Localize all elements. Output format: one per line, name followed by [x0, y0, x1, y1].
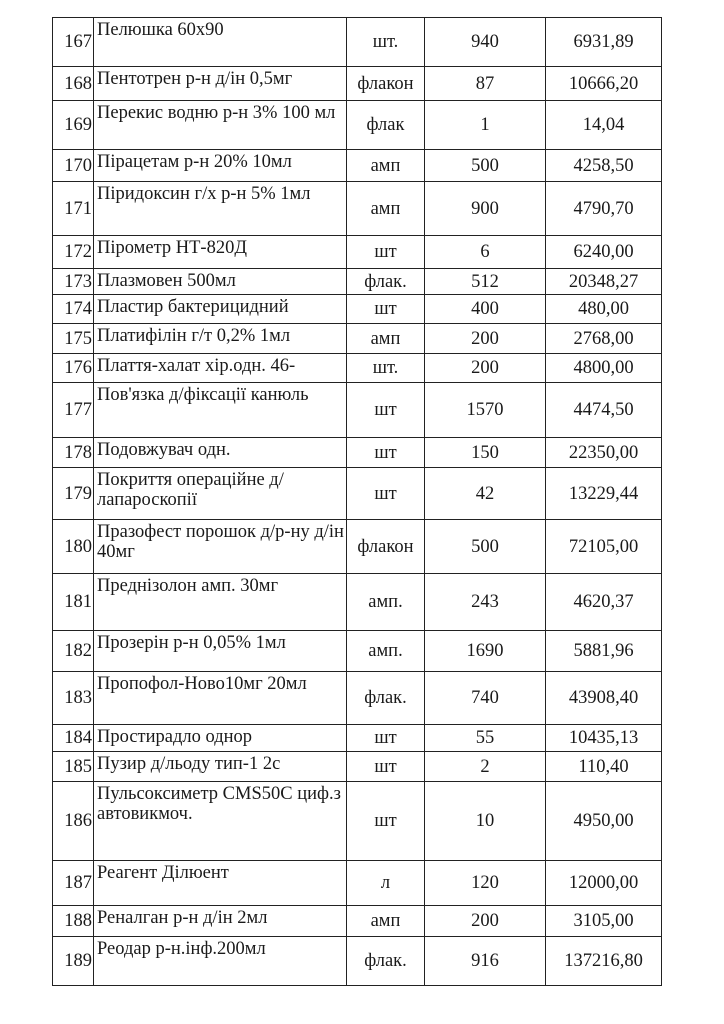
table-row	[53, 182, 662, 236]
item-unit: амп	[347, 182, 425, 236]
item-unit: шт	[347, 468, 425, 520]
item-quantity: 87	[425, 67, 546, 101]
item-sum: 4258,50	[546, 150, 662, 182]
item-unit: шт	[347, 236, 425, 269]
item-sum: 3105,00	[546, 906, 662, 937]
item-name: Платифілін г/т 0,2% 1мл	[94, 324, 347, 354]
table-row	[53, 324, 662, 354]
item-name: Пірацетам р-н 20% 10мл	[94, 150, 347, 182]
table-row	[53, 574, 662, 631]
item-quantity: 200	[425, 906, 546, 937]
item-quantity: 500	[425, 520, 546, 574]
row-number: 179	[53, 468, 94, 520]
item-unit: флакон	[347, 520, 425, 574]
item-sum: 137216,80	[546, 937, 662, 986]
item-sum: 5881,96	[546, 631, 662, 672]
item-unit: шт.	[347, 354, 425, 383]
item-quantity: 900	[425, 182, 546, 236]
item-name: Реодар р-н.інф.200мл	[94, 937, 347, 986]
item-quantity: 200	[425, 324, 546, 354]
item-sum: 480,00	[546, 295, 662, 324]
item-sum: 6240,00	[546, 236, 662, 269]
row-number: 169	[53, 101, 94, 150]
table-row	[53, 150, 662, 182]
row-number: 171	[53, 182, 94, 236]
item-unit: амп	[347, 150, 425, 182]
row-number: 175	[53, 324, 94, 354]
item-unit: шт	[347, 725, 425, 752]
item-unit: амп.	[347, 574, 425, 631]
item-unit: шт	[347, 295, 425, 324]
item-unit: амп	[347, 906, 425, 937]
item-unit: амп	[347, 324, 425, 354]
row-number: 180	[53, 520, 94, 574]
table-row	[53, 269, 662, 295]
item-quantity: 1570	[425, 383, 546, 438]
item-unit: шт	[347, 383, 425, 438]
item-unit: флак.	[347, 672, 425, 725]
item-unit: шт	[347, 782, 425, 861]
item-sum: 4790,70	[546, 182, 662, 236]
item-name: Реналган р-н д/ін 2мл	[94, 906, 347, 937]
item-name: Подовжувач одн.	[94, 438, 347, 468]
item-unit: флак.	[347, 269, 425, 295]
item-unit: флак	[347, 101, 425, 150]
item-quantity: 940	[425, 18, 546, 67]
row-number: 172	[53, 236, 94, 269]
table-row	[53, 672, 662, 725]
item-quantity: 150	[425, 438, 546, 468]
item-quantity: 120	[425, 861, 546, 906]
table-row	[53, 937, 662, 986]
item-name: Пульсоксиметр CMS50C циф.з автовикмоч.	[94, 782, 347, 861]
item-name: Пентотрен р-н д/ін 0,5мг	[94, 67, 347, 101]
row-number: 185	[53, 752, 94, 782]
table-row	[53, 101, 662, 150]
item-sum: 6931,89	[546, 18, 662, 67]
row-number: 187	[53, 861, 94, 906]
item-unit: шт.	[347, 18, 425, 67]
row-number: 177	[53, 383, 94, 438]
item-name: Плаття-халат хір.одн. 46-	[94, 354, 347, 383]
item-unit: амп.	[347, 631, 425, 672]
item-unit: шт	[347, 438, 425, 468]
row-number: 173	[53, 269, 94, 295]
item-quantity: 1	[425, 101, 546, 150]
item-name: Перекис водню р-н 3% 100 мл	[94, 101, 347, 150]
table-row	[53, 631, 662, 672]
item-quantity: 916	[425, 937, 546, 986]
item-quantity: 2	[425, 752, 546, 782]
table-row	[53, 782, 662, 861]
table-row	[53, 906, 662, 937]
item-name: Празофест порошок д/р-ну д/ін 40мг	[94, 520, 347, 574]
item-name: Преднізолон амп. 30мг	[94, 574, 347, 631]
inventory-table	[52, 17, 662, 986]
row-number: 168	[53, 67, 94, 101]
row-number: 176	[53, 354, 94, 383]
item-name: Пірометр НТ-820Д	[94, 236, 347, 269]
row-number: 181	[53, 574, 94, 631]
table-row	[53, 725, 662, 752]
item-sum: 14,04	[546, 101, 662, 150]
item-name: Простирадло однор	[94, 725, 347, 752]
item-quantity: 740	[425, 672, 546, 725]
item-quantity: 42	[425, 468, 546, 520]
item-quantity: 10	[425, 782, 546, 861]
item-sum: 22350,00	[546, 438, 662, 468]
table-row	[53, 295, 662, 324]
item-unit: флакон	[347, 67, 425, 101]
table-row	[53, 383, 662, 438]
item-sum: 20348,27	[546, 269, 662, 295]
table-row	[53, 236, 662, 269]
item-unit: шт	[347, 752, 425, 782]
item-name: Піридоксин г/х р-н 5% 1мл	[94, 182, 347, 236]
item-sum: 13229,44	[546, 468, 662, 520]
item-sum: 4800,00	[546, 354, 662, 383]
item-name: Покриття операційне д/лапароскопії	[94, 468, 347, 520]
row-number: 182	[53, 631, 94, 672]
row-number: 186	[53, 782, 94, 861]
row-number: 178	[53, 438, 94, 468]
table-row	[53, 18, 662, 67]
inventory-table-body	[53, 18, 662, 986]
item-sum: 43908,40	[546, 672, 662, 725]
row-number: 189	[53, 937, 94, 986]
table-row	[53, 468, 662, 520]
item-quantity: 500	[425, 150, 546, 182]
row-number: 170	[53, 150, 94, 182]
table-row	[53, 354, 662, 383]
item-quantity: 6	[425, 236, 546, 269]
item-sum: 4620,37	[546, 574, 662, 631]
row-number: 183	[53, 672, 94, 725]
item-quantity: 400	[425, 295, 546, 324]
table-row	[53, 67, 662, 101]
row-number: 188	[53, 906, 94, 937]
item-name: Пластир бактерицидний	[94, 295, 347, 324]
item-name: Прозерін р-н 0,05% 1мл	[94, 631, 347, 672]
table-row	[53, 861, 662, 906]
item-sum: 4950,00	[546, 782, 662, 861]
item-name: Пузир д/льоду тип-1 2с	[94, 752, 347, 782]
row-number: 167	[53, 18, 94, 67]
table-row	[53, 438, 662, 468]
item-quantity: 243	[425, 574, 546, 631]
item-sum: 110,40	[546, 752, 662, 782]
item-unit: л	[347, 861, 425, 906]
item-quantity: 55	[425, 725, 546, 752]
table-row	[53, 752, 662, 782]
item-name: Пов'язка д/фіксації канюль	[94, 383, 347, 438]
item-name: Плазмовен 500мл	[94, 269, 347, 295]
item-quantity: 512	[425, 269, 546, 295]
item-quantity: 200	[425, 354, 546, 383]
item-name: Пелюшка 60х90	[94, 18, 347, 67]
row-number: 174	[53, 295, 94, 324]
item-name: Пропофол-Ново10мг 20мл	[94, 672, 347, 725]
item-sum: 2768,00	[546, 324, 662, 354]
row-number: 184	[53, 725, 94, 752]
item-name: Реагент Ділюент	[94, 861, 347, 906]
item-quantity: 1690	[425, 631, 546, 672]
item-sum: 10666,20	[546, 67, 662, 101]
item-sum: 12000,00	[546, 861, 662, 906]
item-sum: 72105,00	[546, 520, 662, 574]
item-unit: флак.	[347, 937, 425, 986]
table-row	[53, 520, 662, 574]
item-sum: 10435,13	[546, 725, 662, 752]
item-sum: 4474,50	[546, 383, 662, 438]
